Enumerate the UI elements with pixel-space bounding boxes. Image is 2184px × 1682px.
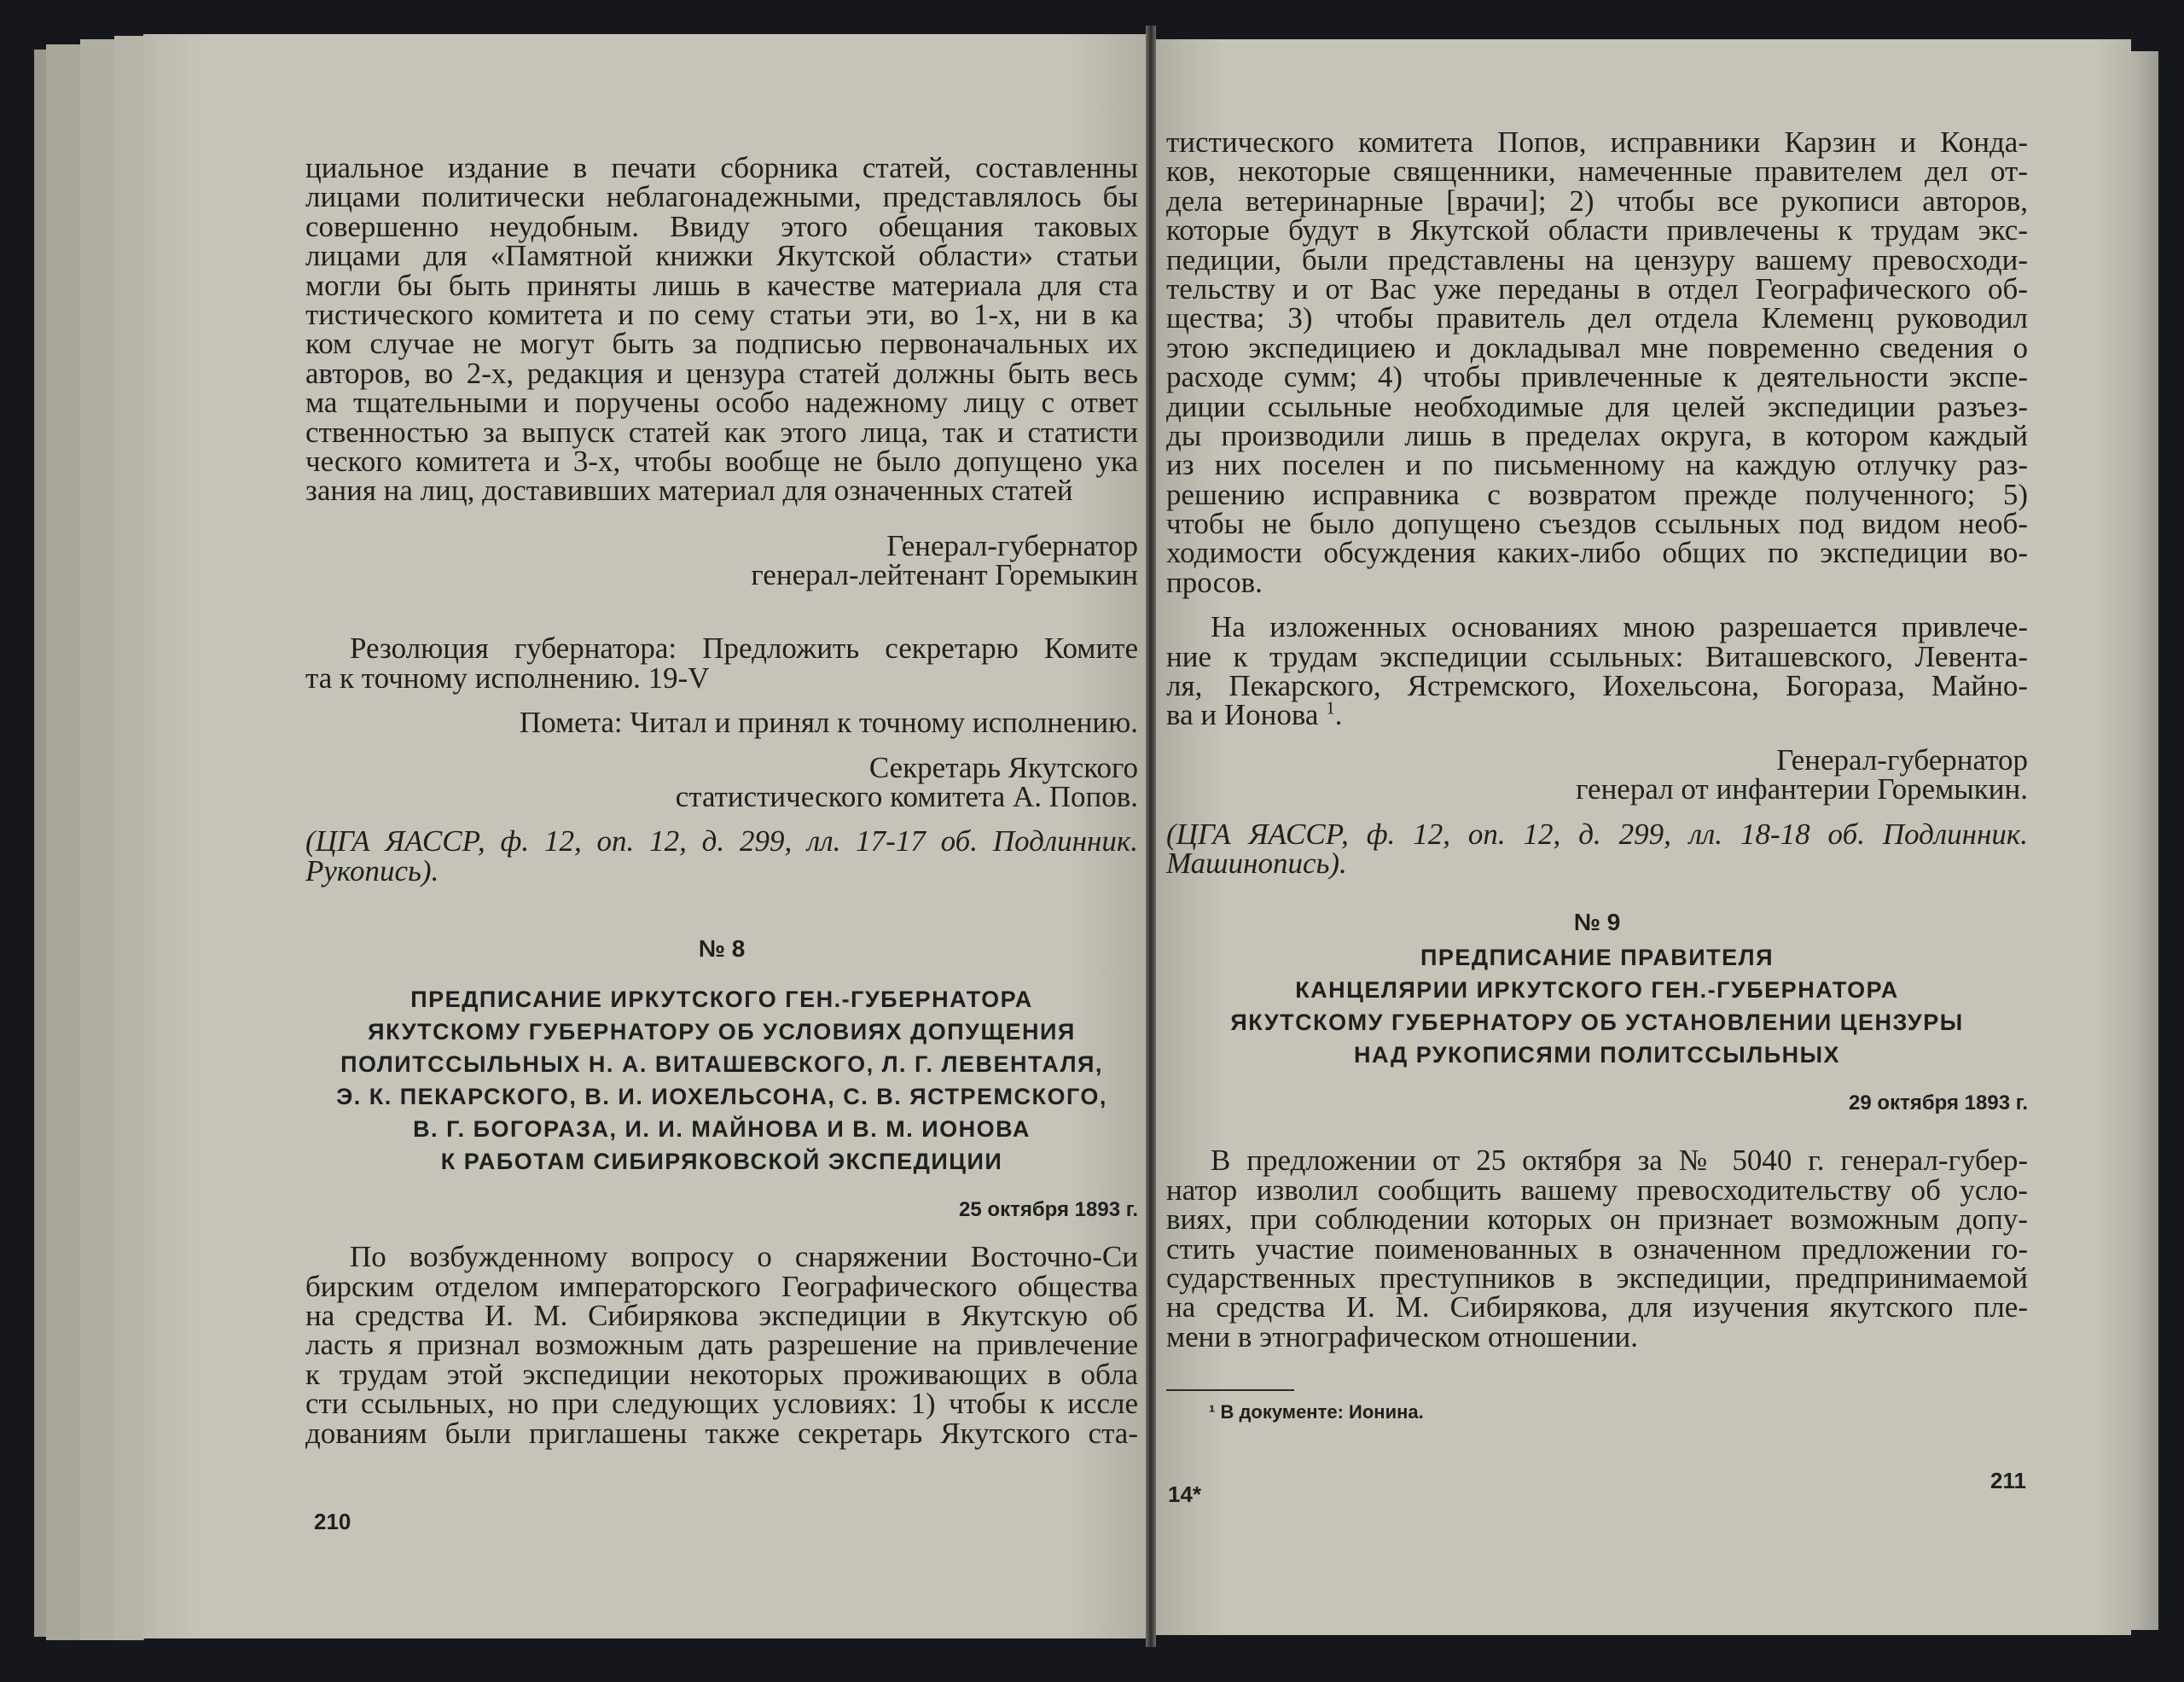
continuation-paragraph (305, 151, 1138, 508)
signature-title: Генерал-губернатор (1776, 742, 2028, 777)
text-line: сти ссыльных, но при следующих условиях: 1) чтобы к иссле (305, 1387, 1138, 1421)
signature-name: генерал от инфантерии Горемыкин. (1576, 772, 2028, 806)
text-fragment: . (1334, 698, 1343, 732)
document-number: № 9 (1573, 909, 1621, 936)
document-date: 25 октября 1893 г. (959, 1198, 1138, 1222)
text-line: сударственных преступников в экспедиции, предпринимаемой (1166, 1260, 2028, 1295)
text-line: виях, при соблюдении которых он признает возможным допу- (1166, 1202, 2028, 1237)
text-line: циальное издание в печати сборника статей, составленны (305, 151, 1138, 184)
text-line: мени в этнографическом отношении. (1166, 1319, 1639, 1353)
heading-line: КАНЦЕЛЯРИИ ИРКУТСКОГО ГЕН.-ГУБЕРНАТОРА (1295, 977, 1899, 1004)
text-line: лицами для «Памятной книжки Якутской области» статьи (305, 239, 1138, 273)
document-body (305, 1240, 1138, 1450)
text-line: зания на лиц, доставивших материал для означенных статей (305, 474, 1073, 508)
page-stack-edge (114, 36, 144, 1640)
text-line: В предложении от 25 октября за № 5040 г. генерал-губер- (1211, 1144, 2028, 1178)
text-line: ласть я признал возможным дать разрешение на привлечение (305, 1328, 1138, 1362)
heading-line: ПРЕДПИСАНИЕ ПРАВИТЕЛЯ (1420, 945, 1774, 971)
footnote-mark: 1 (1326, 697, 1335, 719)
text-line: щества; 3) чтобы правитель дел отдела Клеменц руководил (1166, 301, 2028, 335)
right-page-text (1166, 125, 2028, 1423)
document-body (1166, 1146, 2028, 1352)
text-line: натор изволил сообщить вашему превосходительству об усло- (1166, 1173, 2028, 1207)
resolution-line: та к точному исполнению. 19-V (305, 661, 710, 695)
signature-title: Генерал-губернатор (886, 528, 1138, 562)
text-line: решению исправника с возвратом прежде полученного; 5) (1166, 477, 2028, 511)
text-line: чтобы не было допущено съездов ссыльных под видом необ- (1166, 507, 2028, 541)
heading-line: ПРЕДПИСАНИЕ ИРКУТСКОГО ГЕН.-ГУБЕРНАТОРА (410, 987, 1033, 1013)
text-line: ды производили лишь в пределах округа, в котором каждый (1166, 418, 2028, 452)
text-line: дела ветеринарные [врачи]; 2) чтобы все рукописи авторов, (1166, 183, 2028, 218)
text-line: расходе сумм; 4) чтобы привлеченные к деятельности экспе- (1166, 360, 2028, 394)
text-line: дованиям были приглашены также секретарь Якутского ста- (305, 1416, 1138, 1450)
signature-name (305, 780, 1138, 814)
text-fragment: ва и Ионова (1166, 698, 1319, 732)
text-line: диции ссыльные необходимые для целей экспедиции разъез- (1166, 389, 2028, 423)
signature-title: Секретарь Якутского (868, 750, 1138, 784)
text-line: ственностью за выпуск статей как этого лица, так и статисти (305, 415, 1138, 449)
document-number: № 8 (698, 935, 746, 963)
text-line: тистического комитета и по сему статьи эти, во 1-х, ни в ка (305, 297, 1138, 331)
book-spine (1146, 26, 1156, 1647)
note-line: Помета: Читал и принял к точному исполнению. (519, 706, 1138, 740)
heading-line: ЯКУТСКОМУ ГУБЕРНАТОРУ ОБ УСТАНОВЛЕНИИ ЦЕНЗУРЫ (1230, 1010, 1964, 1036)
resolution-line: Резолюция губернатора: Предложить секретарю Комите (350, 631, 1138, 666)
left-page (143, 34, 1146, 1638)
right-page (1156, 39, 2131, 1635)
text-line: которые будут в Якутской области привлечены к трудам экс- (1166, 213, 2028, 247)
conclusion-paragraph (1166, 610, 2028, 732)
heading-line: К РАБОТАМ СИБИРЯКОВСКОЙ ЭКСПЕДИЦИИ (440, 1149, 1003, 1175)
text-line: ля, Пекарского, Ястремского, Иохельсона, Богораза, Майно- (1166, 669, 2028, 703)
page-number: 211 (1990, 1468, 2026, 1493)
text-line: ческого комитета и 3-х, чтобы вообще не было допущено ука (305, 444, 1138, 478)
continuation-paragraph (1166, 125, 2028, 599)
text-line: к трудам этой экспедиции некоторых проживающих в обла (305, 1357, 1138, 1391)
page-stack-edge (80, 39, 115, 1640)
text-line: педиции, были представлены на цензуру вашему превосходи- (1166, 242, 2028, 276)
footnote: ¹ В документе: Ионина. (1209, 1401, 1424, 1423)
text-line: тистического комитета Попов, исправники Карзин и Конда- (1166, 125, 2028, 159)
archive-reference: (ЦГА ЯАССР, ф. 12, оп. 12, д. 299, лл. 17-17 об. Подлинник. (305, 824, 1138, 858)
signature-mark: 14* (1168, 1481, 1202, 1507)
text-line (1166, 697, 2028, 732)
archive-reference: (ЦГА ЯАССР, ф. 12, оп. 12, д. 299, лл. 18-18 об. Подлинник. (1166, 817, 2028, 851)
document-heading (1166, 941, 2028, 1071)
page-stack-edge (34, 49, 47, 1637)
text-line: На изложенных основаниях мною разрешается привлече- (1211, 610, 2028, 644)
footnote-rule (1166, 1389, 1294, 1391)
document-heading (305, 983, 1138, 1178)
text-line: авторов, во 2-х, редакция и цензура статей должны быть весь (305, 356, 1138, 390)
text-line: ние к трудам экспедиции ссыльных: Виташевского, Левента- (1166, 639, 2028, 673)
page-stack-edge (2131, 51, 2158, 1630)
text-line: ков, некоторые священники, намеченные правителем дел от- (1166, 154, 2028, 189)
page-stack-edge (46, 44, 81, 1640)
archive-reference: Машинопись). (1166, 846, 1347, 880)
text-line: этою экспедициею и докладывал мне повременно сведения о (1166, 330, 2028, 364)
text-line: ходимости обсуждения каких-либо общих по экспедиции во- (1166, 536, 2028, 570)
text-line: По возбужденному вопросу о снаряжении Восточно-Си (350, 1240, 1138, 1274)
text-line: тельству и от Вас уже переданы в отдел Географического об- (1166, 271, 2028, 306)
text-line: лицами политически неблагонадежными, представлялось бы (305, 180, 1138, 214)
heading-line: НАД РУКОПИСЯМИ ПОЛИТССЫЛЬНЫХ (1353, 1042, 1841, 1068)
signature-name (305, 558, 1138, 592)
text-line: могли бы быть приняты лишь в качестве материала для ста (305, 268, 1138, 302)
text-line: на средства И. М. Сибирякова, для изучения якутского пле- (1166, 1290, 2028, 1324)
heading-line: В. Г. БОГОРАЗА, И. И. МАЙНОВА И В. М. ИОНОВА (413, 1116, 1031, 1143)
archive-reference: Рукопись). (305, 853, 439, 888)
text-line: совершенно неудобным. Ввиду этого обещания таковых (305, 209, 1138, 243)
heading-line: Э. К. ПЕКАРСКОГО, В. И. ИОХЕЛЬСОНА, С. В. ЯСТРЕМСКОГО, (336, 1084, 1107, 1110)
text-line: ком случае не могут быть за подписью первоначальных их (305, 327, 1138, 361)
page-number: 210 (314, 1509, 351, 1534)
text-line: бирским отделом императорского Географического общества (305, 1269, 1138, 1303)
left-page-text (305, 151, 1138, 1450)
document-date: 29 октября 1893 г. (1849, 1091, 2028, 1115)
signature-name-text: статистического комитета А. Попов. (675, 780, 1138, 814)
text-line: просов. (1166, 565, 1263, 599)
signature-name-text: генерал-лейтенант Горемыкин (751, 558, 1138, 592)
text-line: ма тщательными и поручены особо надежному лицу с ответ (305, 386, 1138, 420)
text-line: стить участие поименованных в означенном предложении го- (1166, 1231, 2028, 1266)
text-line: из них поселен и по письменному на каждую отлучку раз- (1166, 448, 2028, 482)
text-line: на средства И. М. Сибирякова экспедиции в Якутскую об (305, 1298, 1138, 1332)
heading-line: ЯКУТСКОМУ ГУБЕРНАТОРУ ОБ УСЛОВИЯХ ДОПУЩЕНИЯ (368, 1019, 1076, 1045)
heading-line: ПОЛИТССЫЛЬНЫХ Н. А. ВИТАШЕВСКОГО, Л. Г. ЛЕВЕНТАЛЯ, (340, 1051, 1103, 1078)
